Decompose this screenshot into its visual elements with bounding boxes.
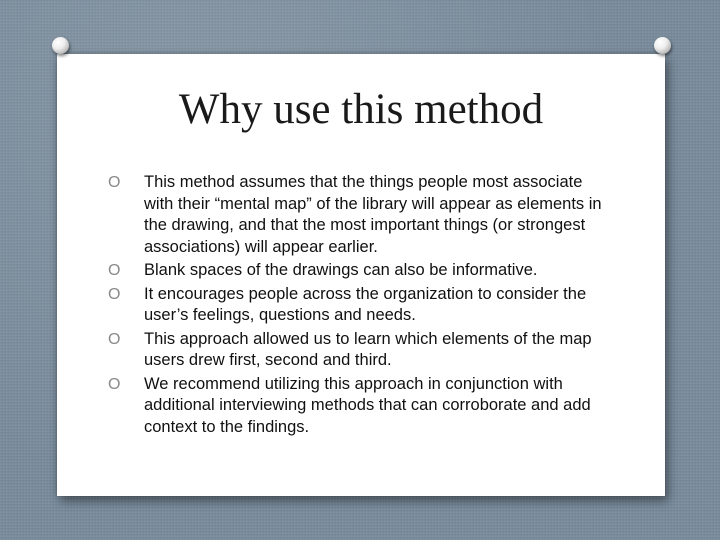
bullet-item <box>108 329 608 372</box>
bullet-text: This method assumes that the things people most associate with their “mental map” of the library will appear as elements in the drawing, and that the most important things (or strongest associations) will appear earlier. <box>144 173 602 256</box>
bullet-list <box>108 172 608 440</box>
bullet-text: It encourages people across the organization to consider the user’s feelings, questions and needs. <box>144 284 587 324</box>
bullet-text: This approach allowed us to learn which elements of the map users drew first, second and third. <box>144 329 592 369</box>
bullet-circle-icon: O <box>108 285 121 303</box>
pushpin-icon <box>52 37 69 54</box>
slide-title: Why use this method <box>178 86 544 133</box>
bullet-item <box>108 172 608 258</box>
pushpin-icon <box>654 37 671 54</box>
bullet-item <box>108 374 608 439</box>
bullet-circle-icon: O <box>108 174 121 191</box>
bullet-item <box>108 260 608 282</box>
bullet-text: We recommend utilizing this approach in conjunction with additional interviewing methods that can corroborate and add context to the findings. <box>144 374 591 436</box>
bullet-text: Blank spaces of the drawings can also be informative. <box>144 261 538 279</box>
bullet-circle-icon: O <box>108 330 121 348</box>
bullet-circle-icon: O <box>108 262 121 279</box>
bullet-circle-icon: O <box>108 375 121 393</box>
bullet-item <box>108 284 608 327</box>
